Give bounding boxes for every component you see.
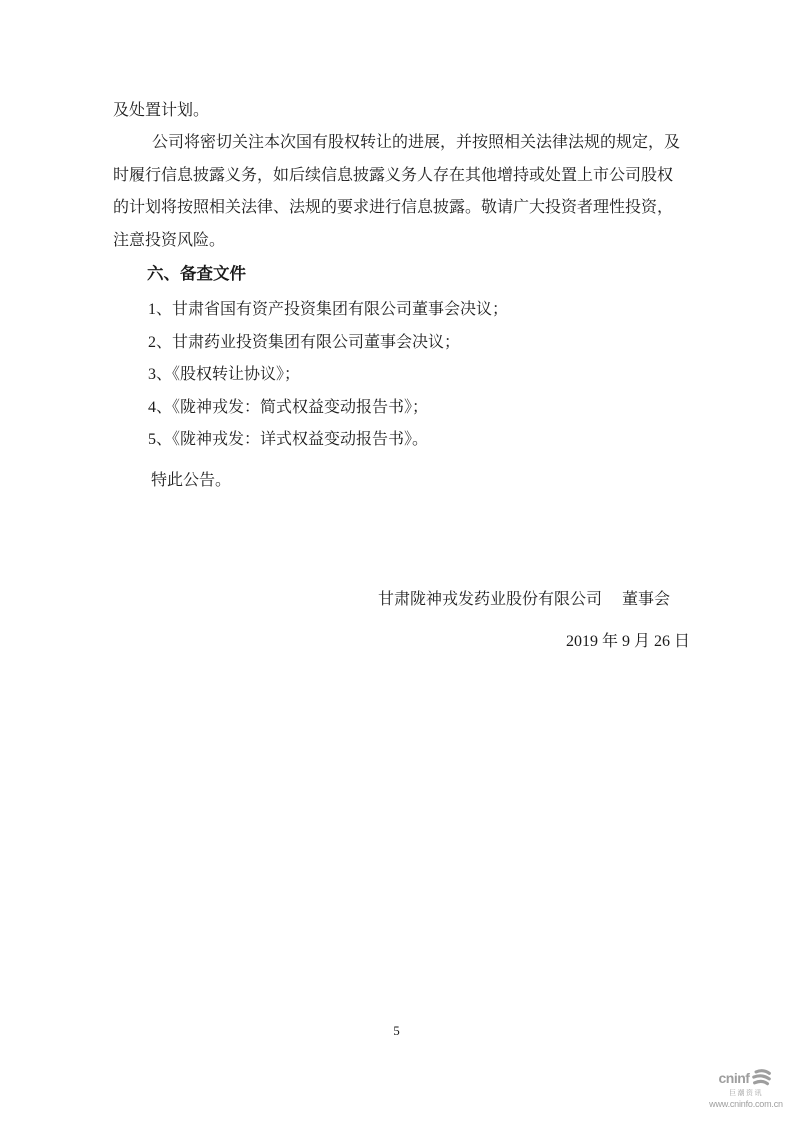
document-list <box>148 294 508 457</box>
main-paragraph <box>113 127 679 257</box>
cninfo-brand-row <box>704 1067 788 1089</box>
cninfo-url: www.cninfo.com.cn <box>709 1099 783 1109</box>
section-heading: 六、备查文件 <box>147 265 246 283</box>
cninfo-brand-cn: 巨潮资讯 <box>729 1090 763 1097</box>
signature-line: 甘肃陇神戎发药业股份有限公司 董事会 <box>377 591 670 608</box>
cninfo-brand-text: cninf <box>718 1070 750 1086</box>
date-line: 2019 年 9 月 26 日 <box>565 633 690 650</box>
closing-statement: 特此公告。 <box>151 472 232 489</box>
trailing-paragraph: 及处置计划。 <box>113 102 210 119</box>
list-item: 5、《陇神戎发：详式权益变动报告书》。 <box>148 431 429 449</box>
paragraph-line: 公司将密切关注本次国有股权转让的进展，并按照相关法律法规的规定，及 <box>152 134 681 151</box>
page-number: 5 <box>393 1023 400 1038</box>
paragraph-line: 注意投资风险。 <box>113 231 226 249</box>
paragraph-line: 的计划将按照相关法律、法规的要求进行信息披露。敬请广大投资者理性投资， <box>113 199 674 216</box>
paragraph-line: 时履行信息披露义务，如后续信息披露义务人存在其他增持或处置上市公司股权 <box>113 166 674 184</box>
list-item: 3、《股权转让协议》； <box>148 366 301 384</box>
list-item: 2、甘肃药业投资集团有限公司董事会决议； <box>148 333 461 351</box>
list-item: 1、甘肃省国有资产投资集团有限公司董事会决议； <box>148 301 509 318</box>
cninfo-watermark <box>704 1067 788 1109</box>
list-item: 4、《陇神戎发：简式权益变动报告书》； <box>148 398 429 416</box>
cninfo-swirl-icon <box>750 1067 773 1089</box>
